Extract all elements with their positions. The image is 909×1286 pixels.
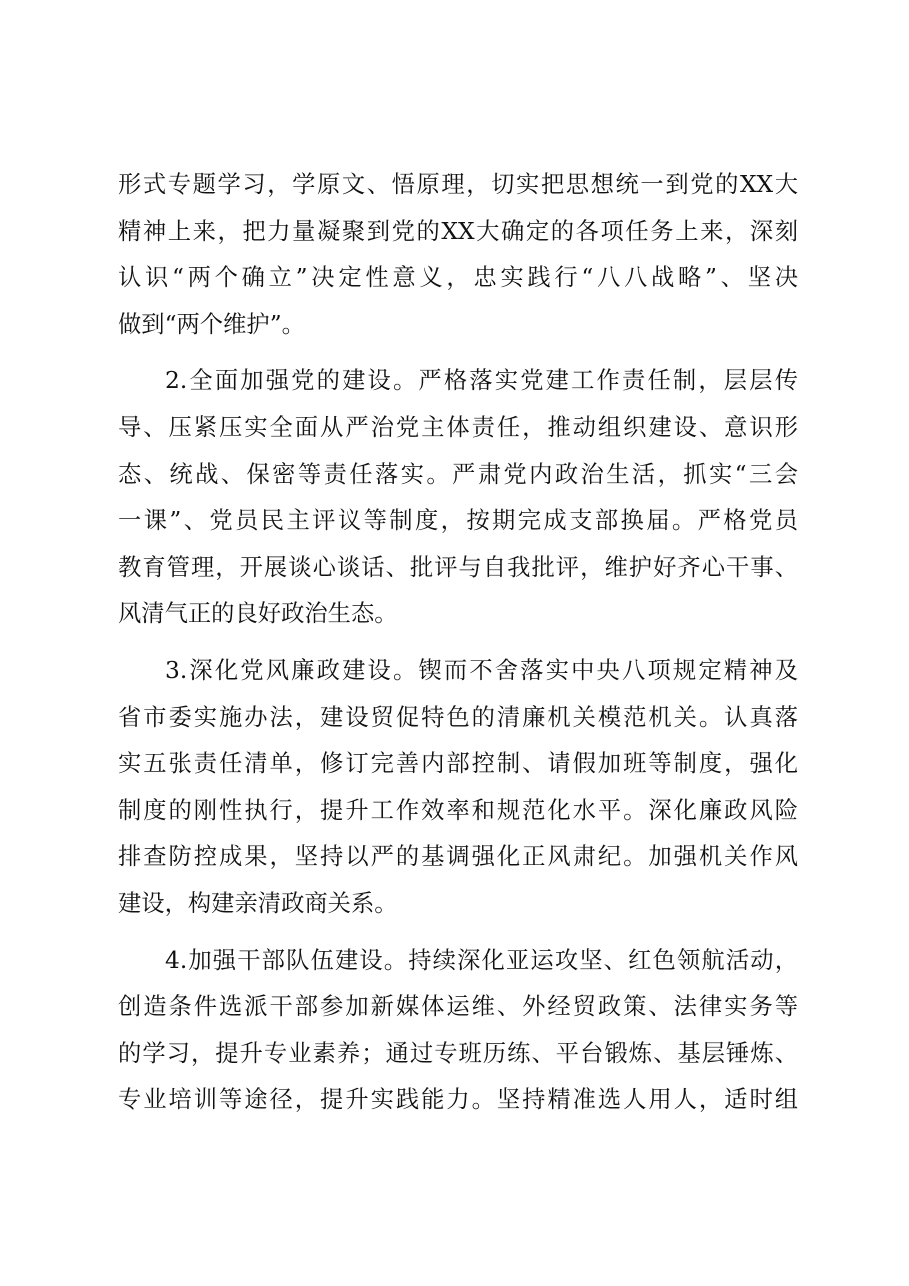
text-line: 导、压紧压实全面从严治党主体责任，推动组织建设、意识形 [118, 414, 798, 441]
text-line: 专业培训等途径，提升实践能力。坚持精准选人用人，适时组 [118, 1086, 798, 1114]
text-line: 形式专题学习，学原文、悟原理，切实把思想统一到党的XX大 [118, 171, 798, 198]
text-line: 实五张责任清单，修订完善内部控制、请假加班等制度，强化 [118, 750, 798, 778]
text-line: 建设，构建亲清政商关系。 [118, 890, 398, 917]
text-line: 创造条件选派干部参加新媒体运维、外经贸政策、法律实务等 [118, 993, 798, 1021]
text-line: 排查防控成果，坚持以严的基调强化正风肃纪。加强机关作风 [118, 843, 798, 871]
text-line-paragraph-start: 4.加强干部队伍建设。持续深化亚运攻坚、红色领航活动， [165, 946, 798, 974]
text-line: 省市委实施办法，建设贸促特色的清廉机关模范机关。认真落 [118, 703, 798, 731]
text-line-paragraph-start: 2.全面加强党的建设。严格落实党建工作责任制，层层传 [165, 367, 798, 395]
text-line: 一课”、党员民主评议等制度，按期完成支部换届。严格党员 [118, 507, 798, 535]
text-line: 做到“两个维护”。 [118, 310, 305, 338]
text-line: 教育管理，开展谈心谈话、批评与自我批评，维护好齐心干事、 [118, 553, 798, 581]
text-line: 精神上来，把力量凝聚到党的XX大确定的各项任务上来，深刻 [118, 217, 798, 245]
text-line: 态、统战、保密等责任落实。严肃党内政治生活，抓实“三会 [118, 460, 798, 488]
text-line: 制度的刚性执行，提升工作效率和规范化水平。深化廉政风险 [118, 796, 798, 824]
text-line: 风清气正的良好政治生态。 [118, 600, 398, 628]
text-line-paragraph-start: 3.深化党风廉政建设。锲而不舍落实中央八项规定精神及 [165, 657, 798, 684]
text-line: 的学习，提升专业素养；通过专班历练、平台锻炼、基层锤炼、 [118, 1039, 798, 1067]
text-line: 认识“两个确立”决定性意义，忠实践行“八八战略”、坚决 [118, 264, 798, 292]
